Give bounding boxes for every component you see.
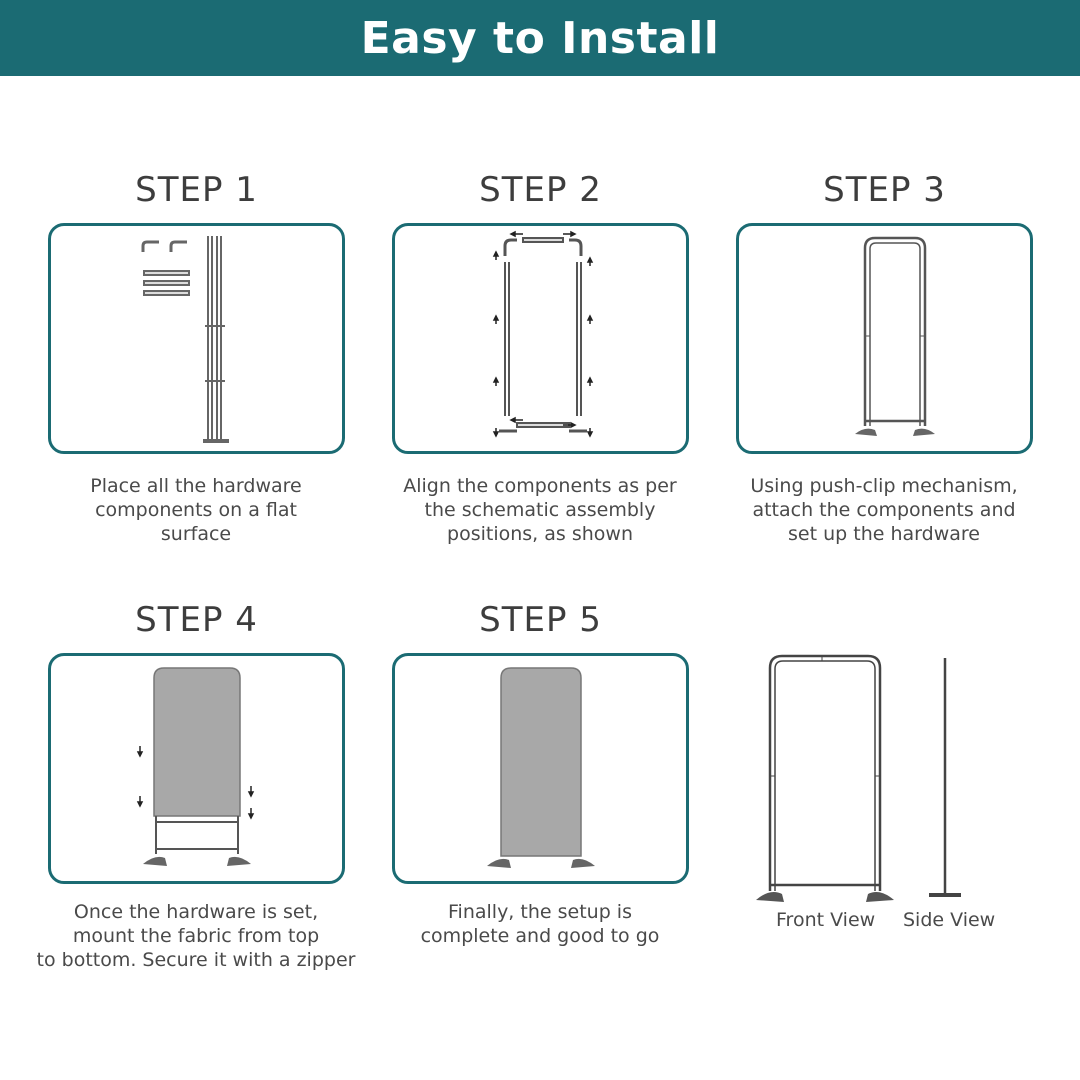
completed-stand-illustration [395,656,686,881]
page-title: Easy to Install [360,12,720,64]
header-banner [0,0,1080,76]
front-side-views [740,596,1030,966]
step-5-panel [392,653,689,884]
step-2-title: STEP 2 [479,170,602,210]
step-2-caption: Align the components as per the schematic assembly positions, as shown [403,475,677,545]
side-view-frame-illustration [740,596,1030,906]
step-1-caption: Place all the hardware components on a flat surface [90,475,302,545]
step-4-title: STEP 4 [135,600,258,640]
step-3-caption: Using push-clip mechanism, attach the components and set up the hardware [750,475,1018,545]
fabric-mounting-illustration [51,656,342,881]
step-3-panel [736,223,1033,454]
side-view-label: Side View [903,909,996,931]
schematic-assembly-illustration [395,226,686,451]
step-1-panel [48,223,345,454]
step-4-caption: Once the hardware is set, mount the fabric from top to bottom. Secure it with a zipper [36,901,356,971]
step-5-title: STEP 5 [479,600,602,640]
step-3-title: STEP 3 [823,170,946,210]
step-1-title: STEP 1 [135,170,258,210]
step-5-caption: Finally, the setup is complete and good to go [420,901,660,947]
step-2-panel [392,223,689,454]
assembled-frame-illustration [739,226,1030,451]
step-4-panel [48,653,345,884]
loose-components-illustration [51,226,342,451]
front-view-label: Front View [776,909,876,931]
